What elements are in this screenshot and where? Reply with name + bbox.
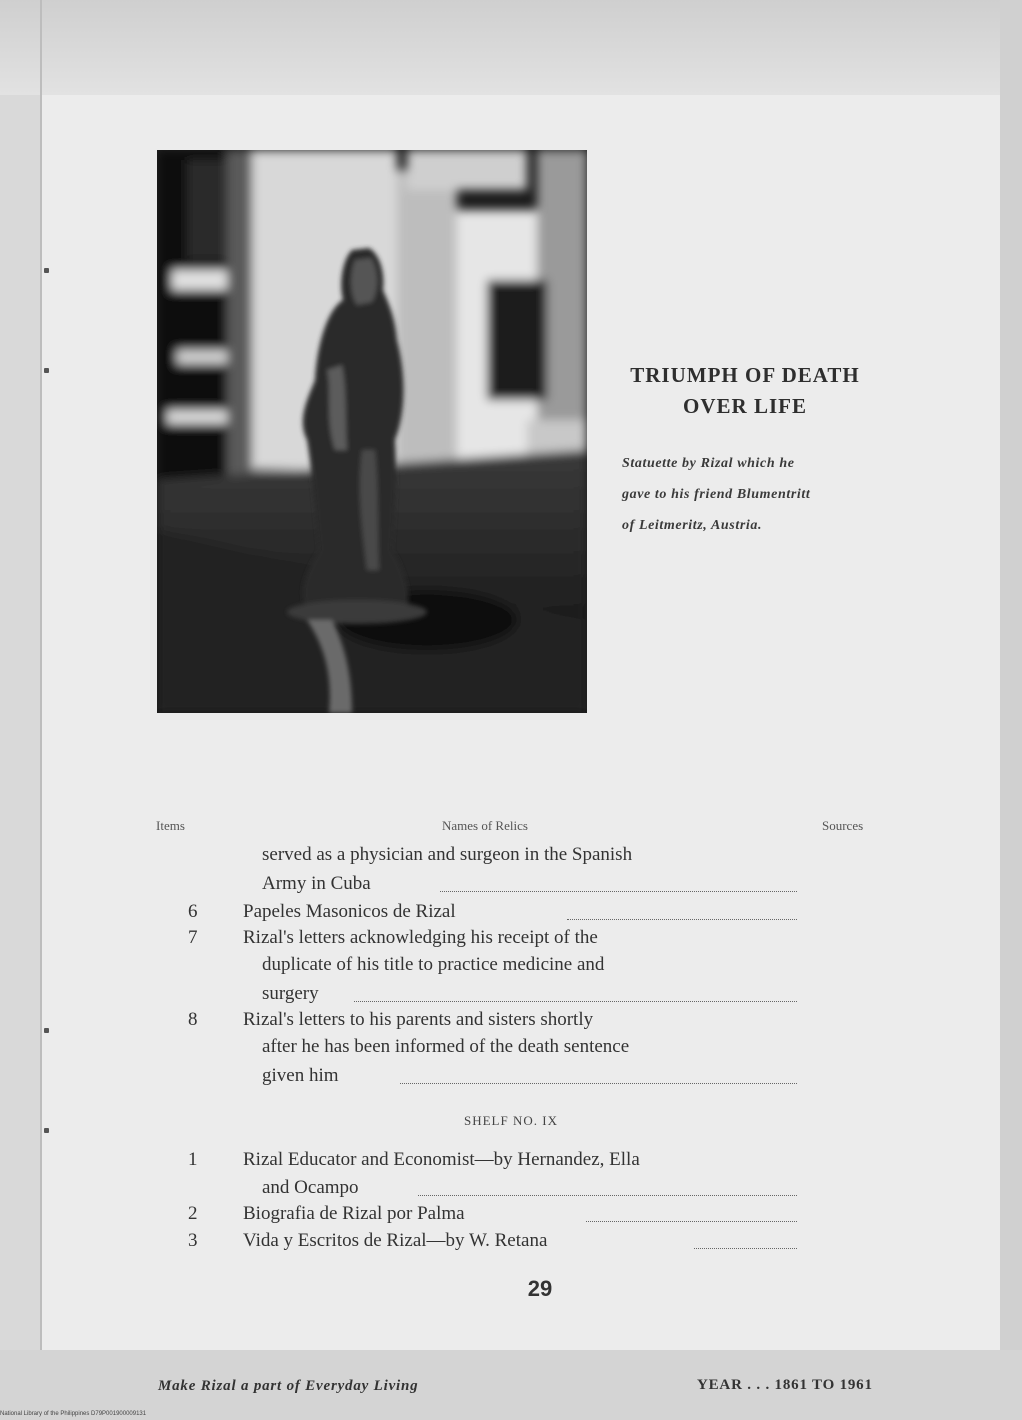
leader-dots [418,1195,797,1196]
leader-dots [440,891,797,892]
item-text-line: duplicate of his title to practice medicine and [262,954,605,975]
scan-top-band [0,0,1022,95]
items-column-header: Items [156,818,185,833]
item-text-line: Rizal's letters acknowledging his receipt of the [243,927,598,948]
item-text-line: and Ocampo [262,1177,359,1198]
leader-dots [567,919,797,920]
item-number: 3 [188,1230,198,1251]
item-text-line: Rizal Educator and Economist—by Hernandez, Ella [243,1149,640,1170]
caption-title-line: OVER LIFE [683,394,807,418]
caption-title-line: TRIUMPH OF DEATH [630,363,860,387]
item-text-line: served as a physician and surgeon in the Spanish [262,844,633,865]
list-item [0,1036,1022,1062]
list-item [0,1230,1022,1256]
leader-dots [354,1001,797,1002]
shelf-heading: SHELF NO. IX [464,1113,558,1128]
leader-dots [400,1083,797,1084]
item-number: 7 [188,927,198,948]
item-text-line: Vida y Escritos de Rizal—by W. Retana [243,1230,548,1251]
sources-column-header: Sources [822,818,864,833]
list-item [0,1009,1022,1035]
item-text-line: given him [262,1065,339,1086]
caption-title [600,360,890,422]
list-item [0,954,1022,980]
caption-line: gave to his friend Blumentritt [622,487,811,502]
binding-mark [44,368,49,373]
list-item [0,1065,1022,1091]
statuette-photo [157,150,587,713]
item-number: 6 [188,901,198,922]
item-text-line: Army in Cuba [262,873,371,894]
list-item [0,1149,1022,1175]
item-text-line: Biografia de Rizal por Palma [243,1203,465,1224]
footer-slogan: Make Rizal a part of Everyday Living [158,1378,419,1394]
item-text-line: Papeles Masonicos de Rizal [243,901,456,922]
item-number: 8 [188,1009,198,1030]
caption-line: of Leitmeritz, Austria. [622,518,763,533]
names-column-header: Names of Relics [442,818,528,833]
statuette-photo-image [157,150,587,713]
list-item [0,873,1022,899]
item-number: 1 [188,1149,198,1170]
page-number: 29 [527,1276,553,1301]
leader-dots [694,1248,797,1249]
list-item [0,901,1022,927]
list-item [0,1203,1022,1229]
item-number: 2 [188,1203,198,1224]
list-item [0,844,1022,870]
item-text-line: after he has been informed of the death sentence [262,1036,630,1057]
item-text-line: Rizal's letters to his parents and sisters shortly [243,1009,594,1030]
item-text-line: surgery [262,983,319,1004]
footer-year: YEAR . . . 1861 TO 1961 [697,1377,873,1393]
list-item [0,1177,1022,1203]
caption-description [622,448,897,541]
leader-dots [586,1221,797,1222]
list-item [0,983,1022,1009]
caption-line: Statuette by Rizal which he [622,456,795,471]
archive-stamp: National Library of the Philippines D79P001900009131 [0,1411,147,1417]
list-item [0,927,1022,953]
binding-mark [44,268,49,273]
